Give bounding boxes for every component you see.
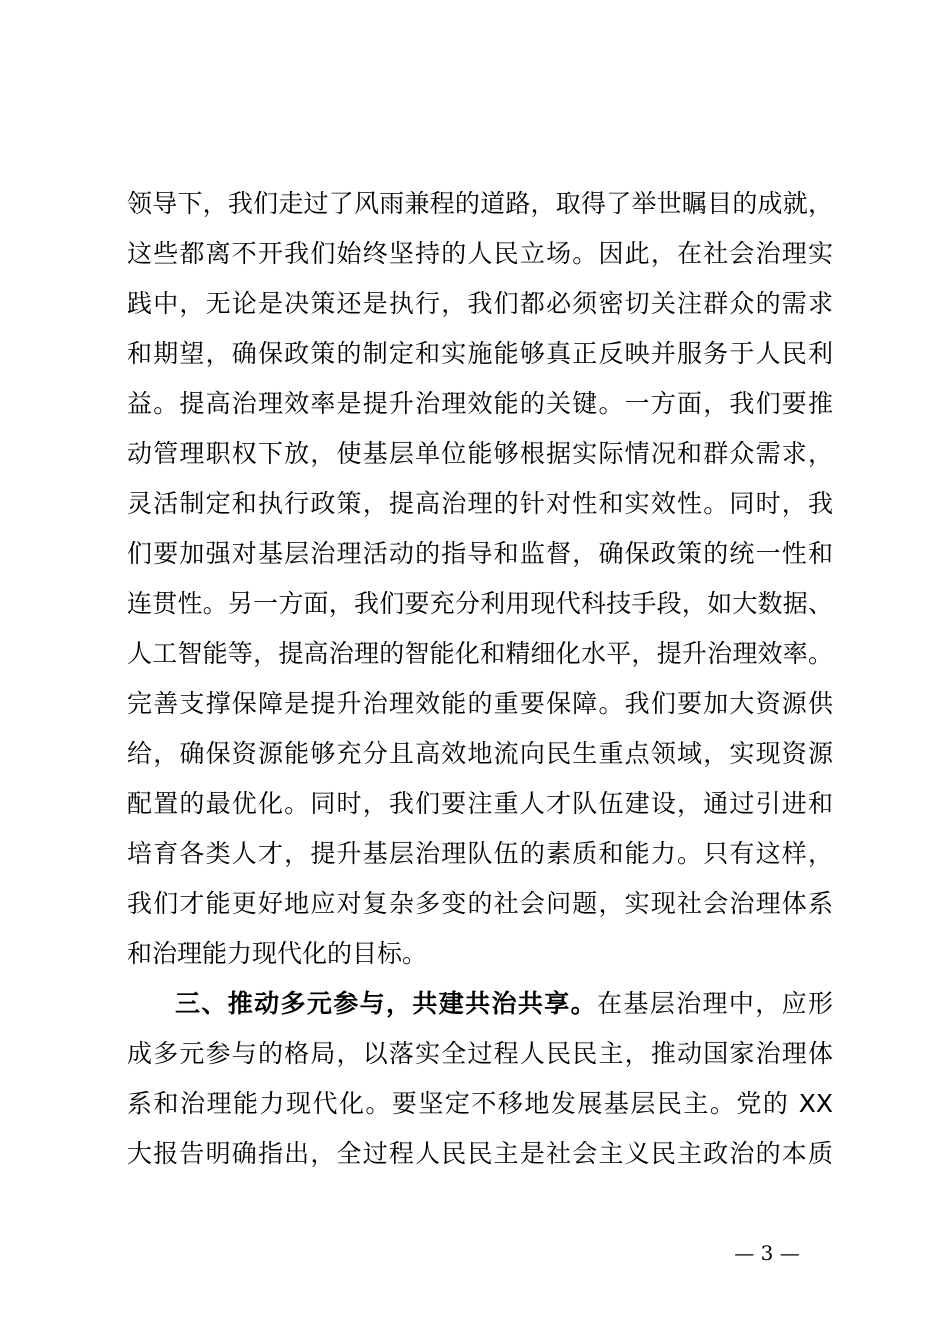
page-number: — 3 — bbox=[734, 1241, 800, 1265]
section-3-heading: 三、推动多元参与，共建共治共享。 bbox=[175, 989, 597, 1018]
paragraph-line: 配置的最优化。同时，我们要注重人才队伍建设，通过引进和 bbox=[127, 789, 833, 818]
paragraph-line: 大报告明确指出，全过程人民民主是社会主义民主政治的本质 bbox=[127, 1139, 833, 1168]
paragraph-line: 完善支撑保障是提升治理效能的重要保障。我们要加大资源供 bbox=[127, 689, 833, 718]
paragraph-line: 成多元参与的格局，以落实全过程人民民主，推动国家治理体 bbox=[127, 1039, 833, 1068]
paragraph-line: 和期望，确保政策的制定和实施能够真正反映并服务于人民利 bbox=[127, 339, 833, 368]
paragraph-line: 和治理能力现代化的目标。 bbox=[127, 939, 428, 968]
paragraph-line: 我们才能更好地应对复杂多变的社会问题，实现社会治理体系 bbox=[127, 889, 833, 918]
paragraph-line: 这些都离不开我们始终坚持的人民立场。因此，在社会治理实 bbox=[127, 239, 833, 268]
paragraph-line: 益。提高治理效率是提升治理效能的关键。一方面，我们要推 bbox=[127, 389, 833, 418]
paragraph-line: 灵活制定和执行政策，提高治理的针对性和实效性。同时，我 bbox=[127, 489, 833, 518]
section-3-first-line bbox=[175, 984, 833, 1024]
paragraph-line: 人工智能等，提高治理的智能化和精细化水平，提升治理效率。 bbox=[127, 639, 833, 668]
paragraph-line: 连贯性。另一方面，我们要充分利用现代科技手段，如大数据、 bbox=[127, 589, 833, 618]
paragraph-line: 给，确保资源能够充分且高效地流向民生重点领域，实现资源 bbox=[127, 739, 833, 768]
paragraph-line: 系和治理能力现代化。要坚定不移地发展基层民主。党的 XX bbox=[127, 1089, 833, 1118]
section-3-first-line-text: 在基层治理中，应形 bbox=[596, 989, 833, 1018]
paragraph-line: 动管理职权下放，使基层单位能够根据实际情况和群众需求， bbox=[127, 439, 833, 468]
paragraph-line: 领导下，我们走过了风雨兼程的道路，取得了举世瞩目的成就， bbox=[127, 189, 833, 218]
paragraph-line: 践中，无论是决策还是执行，我们都必须密切关注群众的需求 bbox=[127, 289, 833, 318]
paragraph-line: 们要加强对基层治理活动的指导和监督，确保政策的统一性和 bbox=[127, 539, 833, 568]
paragraph-line: 培育各类人才，提升基层治理队伍的素质和能力。只有这样， bbox=[127, 839, 833, 868]
